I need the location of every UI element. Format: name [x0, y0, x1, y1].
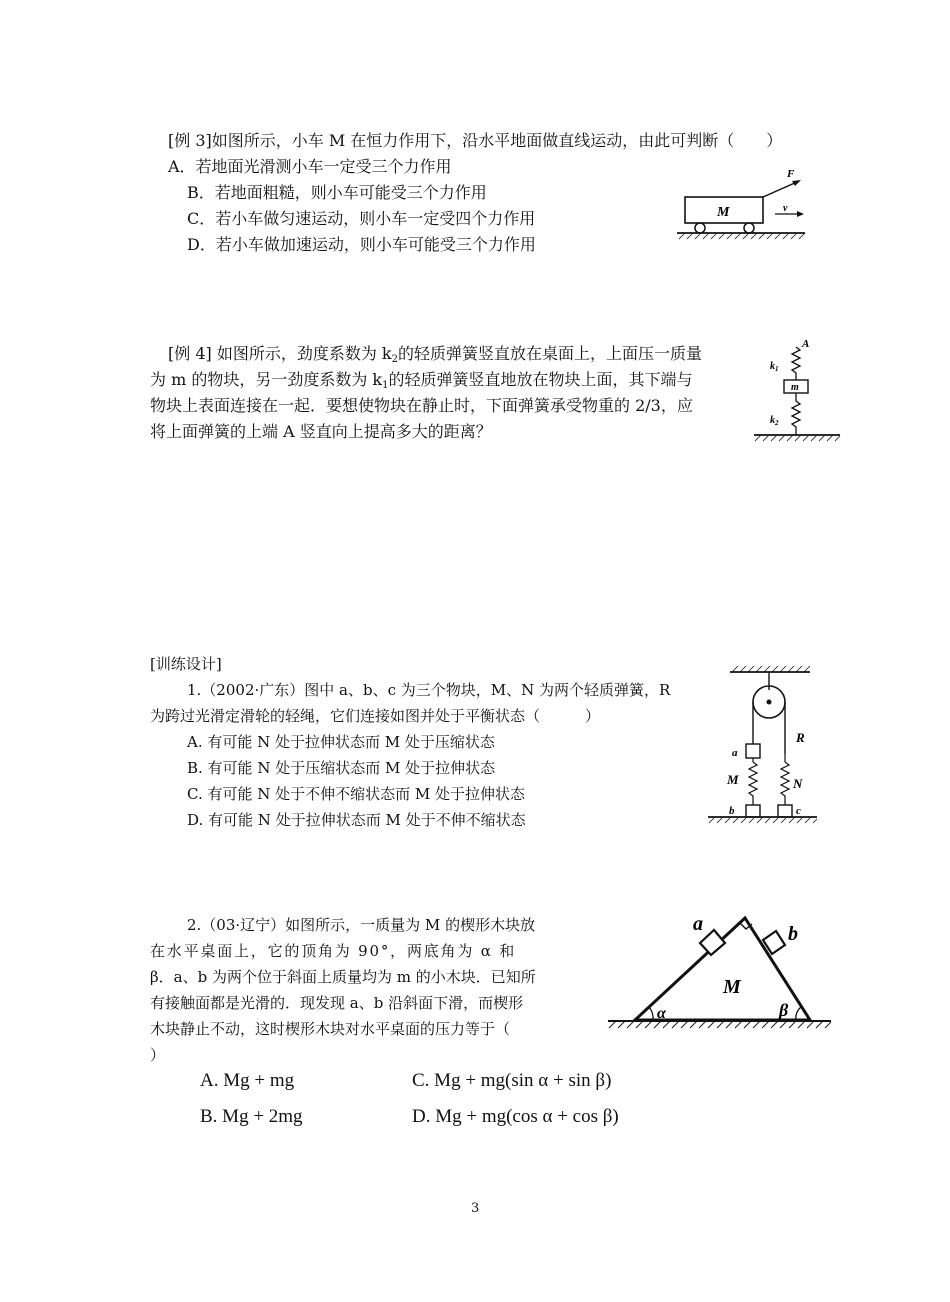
ex4-line-1: [例 4] 如图所示，劲度系数为 $k_2$的轻质弹簧竖直放在桌面上，上面压一质量 — [168, 344, 703, 365]
ex3-stem: [例 3]如图所示，小车 M 在恒力作用下，沿水平地面做直线运动，由此可判断（ ） — [168, 131, 783, 150]
upper-spring — [792, 347, 800, 380]
training-heading: [训练设计] — [150, 655, 222, 673]
angle-alpha-arc — [649, 1007, 653, 1020]
q1-line-2: 为跨过光滑定滑轮的轻绳，它们连接如图并处于平衡状态（ ） — [150, 707, 601, 725]
block-b — [746, 805, 760, 817]
ex3-option-b: B．若地面粗糙，则小车可能受三个力作用 — [187, 183, 487, 202]
force-arrow — [763, 182, 797, 197]
cart-mass-label: M — [717, 205, 730, 220]
cart-wheel-right — [744, 223, 754, 233]
q2-answer-b: B. Mg + 2mg — [200, 1106, 303, 1127]
label-alpha: α — [657, 1005, 666, 1022]
q1-line-1: 1.（2002·广东）图中 a、b、c 为三个物块，M、N 为两个轻质弹簧，R — [187, 681, 671, 699]
ex3-option-d: D．若小车做加速运动，则小车可能受三个力作用 — [187, 235, 536, 254]
block-a — [746, 744, 760, 758]
cart-figure — [675, 165, 810, 245]
q2-line-1: 2.（03·辽宁）如图所示，一质量为 M 的楔形木块放 — [187, 916, 536, 934]
label-R: R — [796, 730, 805, 745]
label-beta: β — [779, 1000, 789, 1020]
q2-answer-d: D. Mg + mg(cos α + cos β) — [412, 1106, 619, 1127]
label-c: c — [796, 805, 801, 817]
ceiling-hatch — [732, 666, 810, 672]
q2-line-4: 有接触面都是光滑的．现发现 a、b 沿斜面下滑，而楔形 — [150, 994, 524, 1012]
q2-line-2: 在水平桌面上，它的顶角为 90°，两底角为 α 和 — [150, 942, 517, 960]
label-k2: $k_2$ — [770, 415, 779, 427]
block-a — [700, 930, 725, 955]
q2-line-6: ） — [150, 1046, 166, 1064]
q1-option-d: D. 有可能 N 处于拉伸状态而 M 处于不伸不缩状态 — [187, 811, 526, 829]
lower-spring — [792, 393, 800, 435]
label-k1: $k_1$ — [770, 361, 779, 373]
q2-line-3: β．a、b 为两个位于斜面上质量均为 m 的小木块．已知所 — [150, 968, 536, 986]
ex3-option-a: A．若地面光滑测小车一定受三个力作用 — [168, 157, 452, 176]
wedge-figure — [605, 910, 835, 1035]
label-a: a — [693, 913, 703, 935]
ex4-line-3: 物块上表面连接在一起．要想使物块在静止时，下面弹簧承受物重的 2/3，应 — [150, 396, 693, 415]
cart-wheel-left — [695, 223, 705, 233]
q2-answer-c: C. Mg + mg(sin α + sin β) — [412, 1070, 612, 1091]
label-b: b — [729, 805, 735, 817]
label-A: A — [802, 338, 810, 350]
spring-M — [749, 758, 757, 805]
q2-answer-a: A. Mg + mg — [200, 1070, 295, 1091]
desk-hatch — [609, 1021, 831, 1028]
angle-beta-arc — [796, 1007, 801, 1020]
block-c — [778, 805, 792, 817]
label-M: M — [723, 976, 741, 998]
velocity-label: v — [783, 203, 788, 214]
q1-option-a: A. 有可能 N 处于拉伸状态而 M 处于压缩状态 — [187, 733, 495, 751]
q1-option-b: B. 有可能 N 处于压缩状态而 M 处于拉伸状态 — [187, 759, 496, 777]
q2-line-5: 木块静止不动，这时楔形木块对水平桌面的压力等于（ — [150, 1020, 511, 1038]
floor-hatch — [709, 817, 817, 823]
label-a: a — [732, 747, 738, 759]
label-b: b — [788, 923, 798, 945]
ex4-line-2: 为 m 的物块，另一劲度系数为 $k_1$的轻质弹簧竖直地放在物块上面，其下端与 — [150, 370, 693, 391]
q1-option-c: C. 有可能 N 处于不伸不缩状态而 M 处于拉伸状态 — [187, 785, 526, 803]
ex4-line-4: 将上面弹簧的上端 A 竖直向上提高多大的距离？ — [150, 422, 492, 441]
page-number: 3 — [471, 1201, 480, 1216]
label-m: m — [791, 382, 799, 393]
label-N: N — [793, 776, 803, 791]
force-label: F — [787, 168, 795, 180]
ex3-option-c: C．若小车做匀速运动，则小车一定受四个力作用 — [187, 209, 536, 228]
spring-N — [781, 754, 789, 805]
springs-figure — [750, 335, 845, 450]
label-M: M — [727, 772, 739, 787]
pulley-figure — [705, 662, 820, 830]
